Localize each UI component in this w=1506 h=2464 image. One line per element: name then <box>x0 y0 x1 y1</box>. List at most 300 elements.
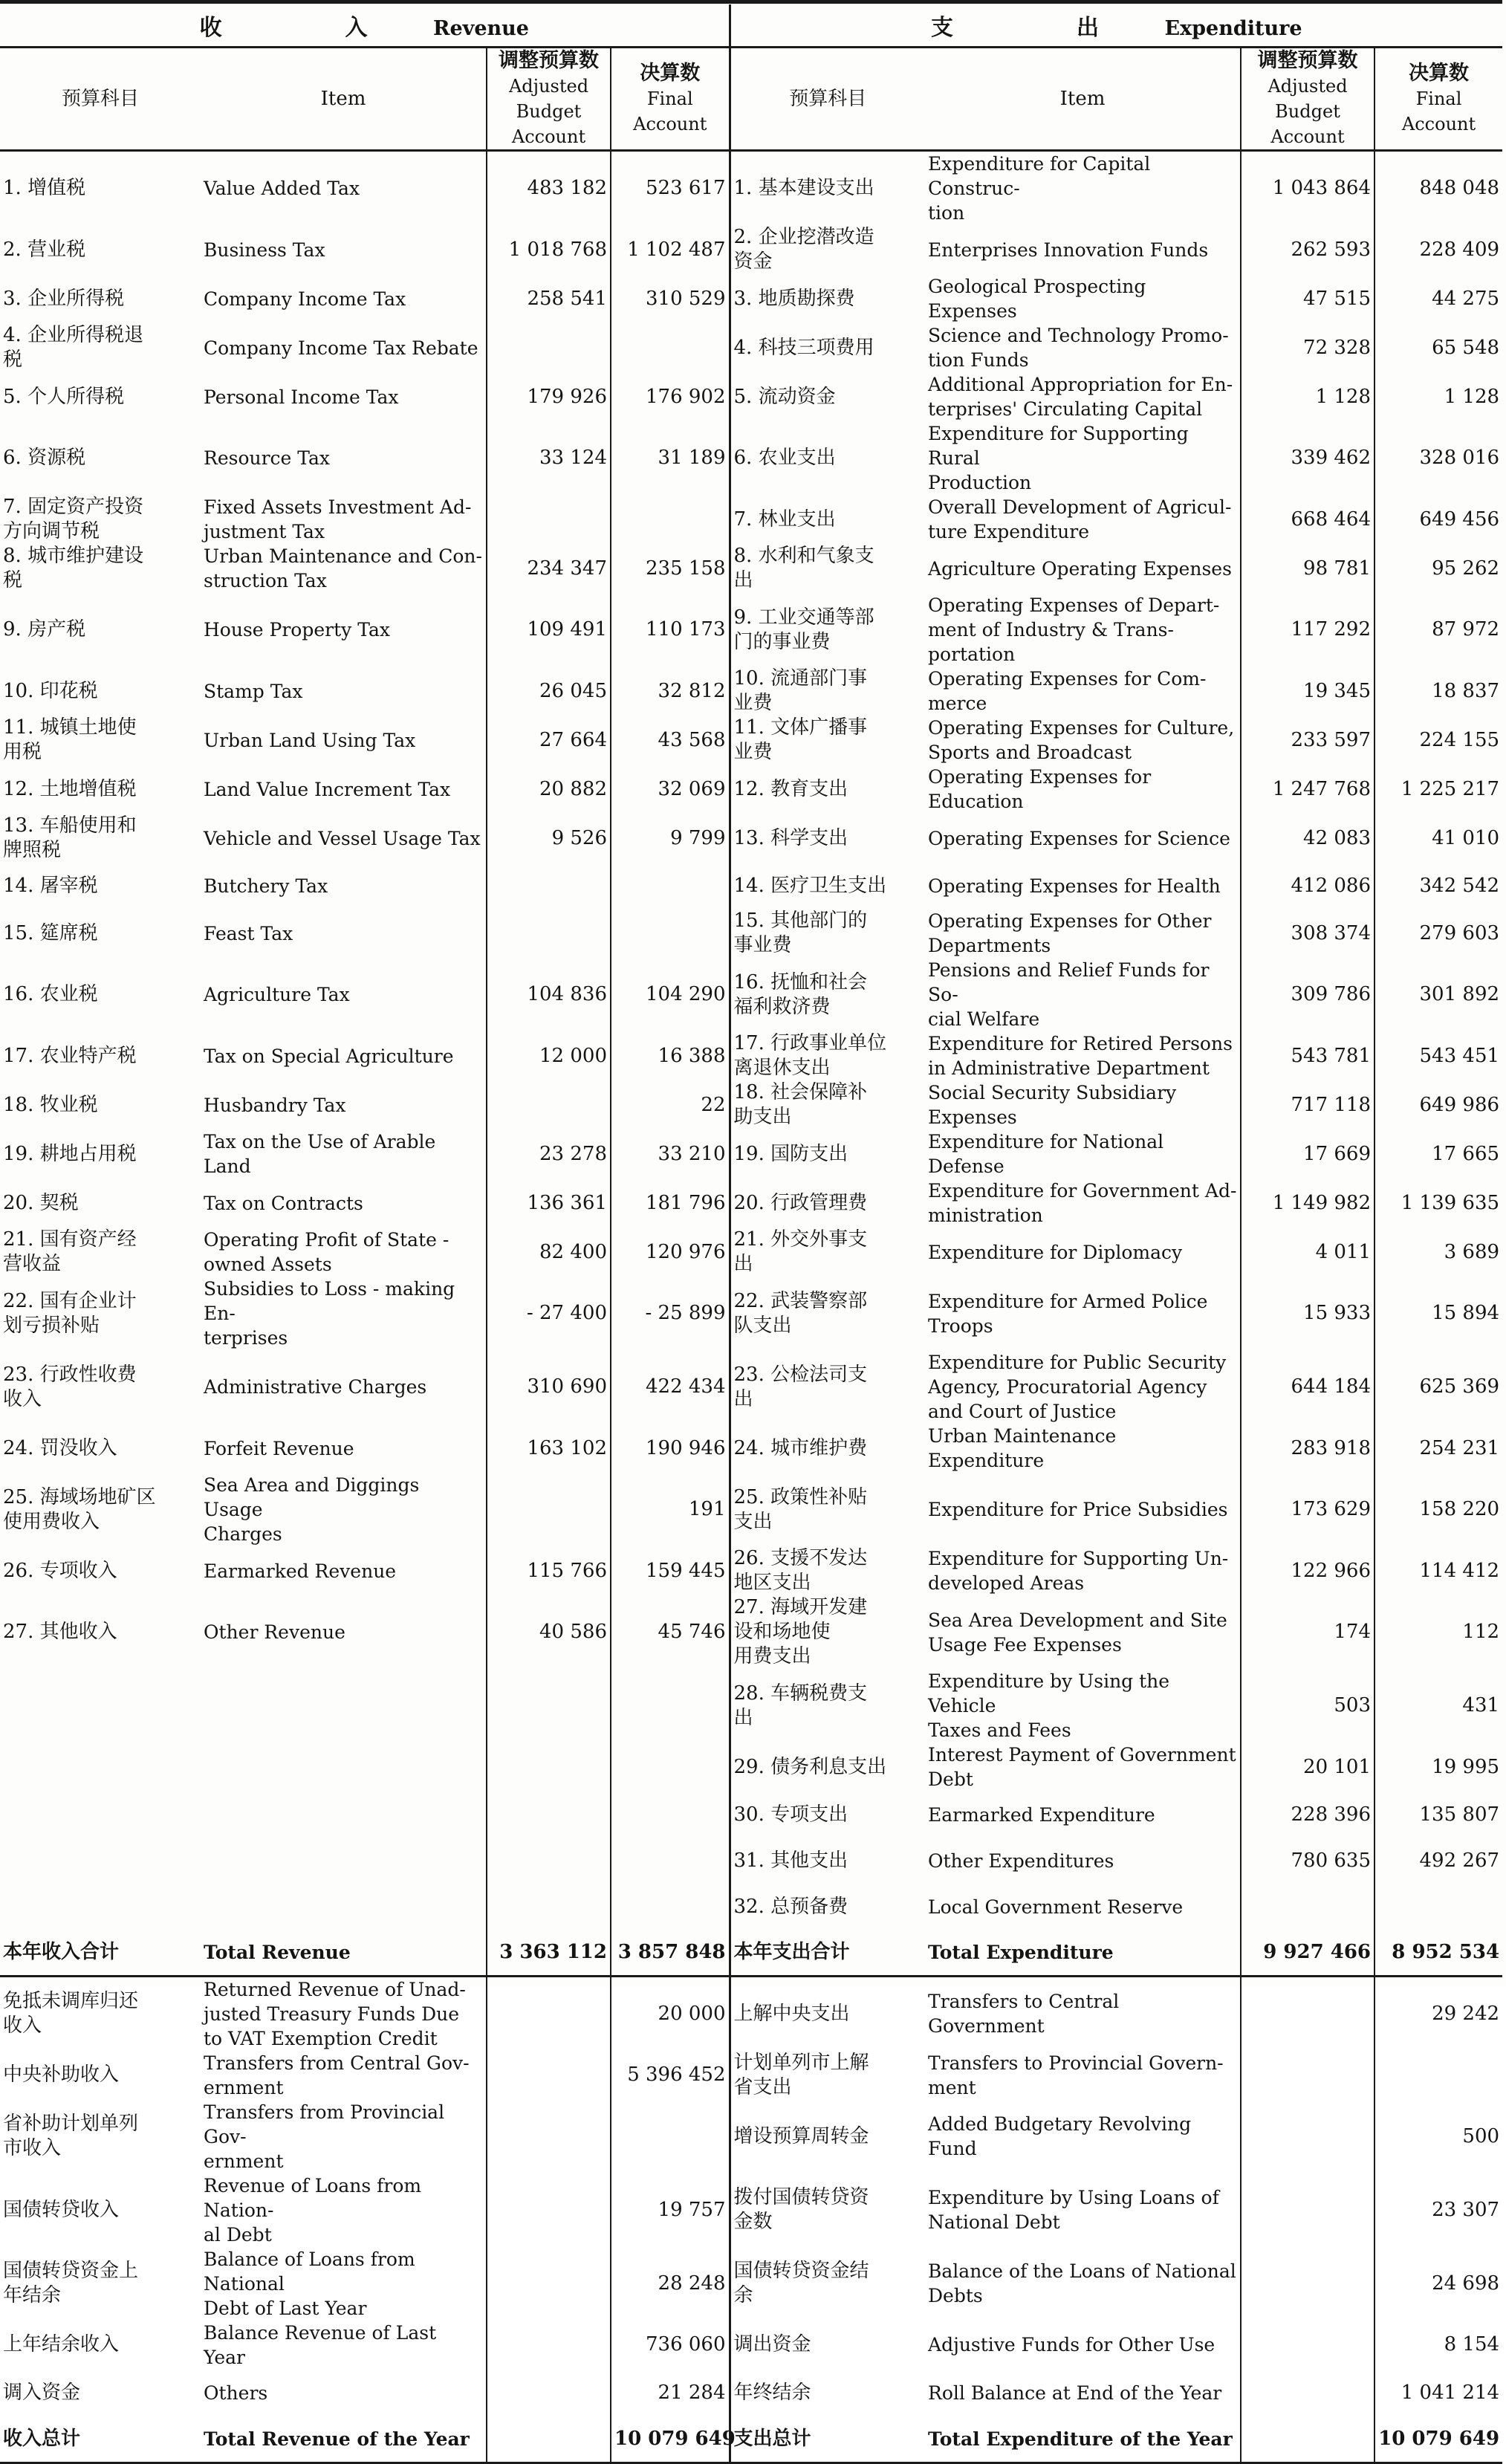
revenue-subject: 21. 国有资产经 营收益 <box>3 1228 137 1275</box>
expenditure-adjusted: 308 374 <box>1241 909 1374 958</box>
supplement-expenditure-adjusted <box>1241 2051 1374 2100</box>
expenditure-adjusted: 668 464 <box>1241 495 1374 544</box>
revenue-adjusted: 26 045 <box>487 667 611 716</box>
revenue-item: Administrative Charges <box>204 1376 427 1398</box>
expenditure-adjusted: 173 629 <box>1241 1473 1374 1546</box>
rev-final-header-zh: 决算数 <box>640 62 701 85</box>
expenditure-subject: 4. 科技三项费用 <box>730 323 925 372</box>
budget-table <box>0 4 1502 2464</box>
grand-total-expenditure-label-zh: 支出总计 <box>730 2417 925 2463</box>
table-row <box>0 765 1502 814</box>
supplement-revenue-adjusted <box>487 2173 611 2247</box>
revenue-adjusted: 12 000 <box>487 1031 611 1080</box>
revenue-adjusted: 109 491 <box>487 593 611 667</box>
expenditure-heading <box>730 4 1502 48</box>
expenditure-item: Interest Payment of Government Debt <box>928 1744 1236 1790</box>
supplement-revenue-item: Others <box>204 2382 268 2404</box>
revenue-adjusted: 258 541 <box>487 274 611 323</box>
expenditure-subject: 8. 水利和气象支 出 <box>730 544 925 593</box>
supplement-row <box>0 2051 1502 2100</box>
expenditure-subject: 21. 外交外事支 出 <box>730 1228 925 1277</box>
expenditure-item: Expenditure for Supporting Un- developed Areas <box>928 1548 1229 1594</box>
table-row <box>0 421 1502 495</box>
table-row <box>0 1031 1502 1080</box>
expenditure-item: Operating Expenses for Health <box>928 875 1221 897</box>
expenditure-final: 15 894 <box>1374 1277 1502 1350</box>
supplement-expenditure-final <box>1374 2051 1502 2100</box>
supplement-revenue-subject: 中央补助收入 <box>3 2063 120 2086</box>
expenditure-adjusted: 262 593 <box>1241 225 1374 274</box>
exp-subject-header: 预算科目 <box>730 48 925 151</box>
revenue-final <box>611 1838 730 1884</box>
total-expenditure-label-en: Total Expenditure <box>925 1930 1241 1976</box>
expenditure-subject: 32. 总预备费 <box>730 1884 925 1930</box>
revenue-item <box>201 1742 487 1792</box>
revenue-adjusted <box>487 863 611 909</box>
expenditure-heading-zh: 支 出 <box>931 15 1150 41</box>
revenue-adjusted <box>487 1669 611 1742</box>
revenue-subject <box>0 1792 201 1838</box>
supplement-revenue-adjusted <box>487 2321 611 2370</box>
revenue-item: Operating Profit of State - owned Assets <box>204 1229 449 1275</box>
revenue-subject: 13. 车船使用和 牌照税 <box>3 814 137 861</box>
expenditure-item: Expenditure for Diplomacy <box>928 1241 1183 1263</box>
expenditure-subject: 9. 工业交通等部 门的事业费 <box>730 593 925 667</box>
table-row <box>0 323 1502 372</box>
expenditure-final: 17 665 <box>1374 1129 1502 1178</box>
expenditure-subject: 17. 行政事业单位 离退休支出 <box>730 1031 925 1080</box>
revenue-heading <box>0 4 730 48</box>
supplement-expenditure-subject: 拨付国债转贷资 金数 <box>730 2173 925 2247</box>
expenditure-final: 301 892 <box>1374 958 1502 1031</box>
table-row <box>0 1595 1502 1669</box>
revenue-final: 176 902 <box>611 372 730 421</box>
revenue-final: 32 069 <box>611 765 730 814</box>
expenditure-subject: 20. 行政管理费 <box>730 1178 925 1228</box>
table-row <box>0 151 1502 226</box>
revenue-adjusted <box>487 1838 611 1884</box>
revenue-item: Tax on Special Agriculture <box>204 1045 454 1067</box>
revenue-item: Tax on the Use of Arable Land <box>204 1131 436 1177</box>
table-row <box>0 1473 1502 1546</box>
revenue-final: 104 290 <box>611 958 730 1031</box>
supplement-row <box>0 2100 1502 2173</box>
table-row <box>0 274 1502 323</box>
expenditure-final: 1 139 635 <box>1374 1178 1502 1228</box>
supplement-expenditure-item: Expenditure by Using Loans of National Debt <box>928 2187 1219 2233</box>
revenue-adjusted <box>487 1473 611 1546</box>
revenue-item: House Property Tax <box>204 619 390 641</box>
main-body <box>0 151 1502 1977</box>
revenue-final: 181 796 <box>611 1178 730 1228</box>
supplement-expenditure-adjusted <box>1241 2321 1374 2370</box>
rev-adjusted-header-zh: 调整预算数 <box>499 49 599 72</box>
expenditure-item: Operating Expenses of Depart- ment of Industry & Trans- portation <box>928 594 1220 665</box>
expenditure-subject: 12. 教育支出 <box>730 765 925 814</box>
totals-row <box>0 1930 1502 1976</box>
revenue-item: Butchery Tax <box>204 875 328 897</box>
revenue-final: 16 388 <box>611 1031 730 1080</box>
total-expenditure-final: 8 952 534 <box>1374 1930 1502 1976</box>
supplement-revenue-final: 5 396 452 <box>611 2051 730 2100</box>
supplement-expenditure-final: 23 307 <box>1374 2173 1502 2247</box>
revenue-adjusted: 1 018 768 <box>487 225 611 274</box>
revenue-final: 1 102 487 <box>611 225 730 274</box>
table-row <box>0 909 1502 958</box>
rev-adjusted-header-en: Adjusted Budget <box>508 76 589 122</box>
expenditure-item: Sea Area Development and Site Usage Fee Expenses <box>928 1609 1227 1656</box>
expenditure-item: Operating Expenses for Com- merce <box>928 668 1207 714</box>
revenue-subject: 9. 房产税 <box>3 618 86 641</box>
revenue-subject <box>0 1742 201 1792</box>
revenue-final: 422 434 <box>611 1350 730 1424</box>
supplement-row <box>0 2321 1502 2370</box>
exp-adjusted-header-account: Account <box>1270 126 1345 147</box>
supplement-expenditure-final: 8 154 <box>1374 2321 1502 2370</box>
revenue-final: 9 799 <box>611 814 730 863</box>
revenue-item: Business Tax <box>204 239 325 261</box>
revenue-subject: 3. 企业所得税 <box>3 287 125 310</box>
expenditure-subject: 28. 车辆税费支 出 <box>730 1669 925 1742</box>
supplement-revenue-item: Transfers from Provincial Gov- ernment <box>204 2101 445 2172</box>
expenditure-adjusted: 780 635 <box>1241 1838 1374 1884</box>
table-row <box>0 1884 1502 1930</box>
revenue-item: Earmarked Revenue <box>204 1560 397 1582</box>
expenditure-adjusted: 47 515 <box>1241 274 1374 323</box>
top-rule <box>0 0 1502 4</box>
grand-total-expenditure-adjusted <box>1241 2417 1374 2463</box>
revenue-subject: 1. 增值税 <box>3 177 86 199</box>
revenue-subject: 15. 筵席税 <box>3 921 98 944</box>
expenditure-item: Expenditure for Price Subsidies <box>928 1499 1228 1520</box>
revenue-adjusted: 115 766 <box>487 1546 611 1595</box>
exp-adjusted-header <box>1241 48 1374 151</box>
rev-subject-header: 预算科目 <box>0 48 201 151</box>
supplement-revenue-subject: 免抵未调库归还 收入 <box>3 1990 139 2037</box>
revenue-item: Resource Tax <box>204 447 331 469</box>
rev-item-header: Item <box>201 48 487 151</box>
revenue-adjusted: 23 278 <box>487 1129 611 1178</box>
revenue-subject: 8. 城市维护建设 税 <box>3 545 144 591</box>
table-row <box>0 1178 1502 1228</box>
grand-total-revenue-label-en: Total Revenue of the Year <box>201 2417 487 2463</box>
revenue-subject: 25. 海域场地矿区 使用费收入 <box>3 1485 156 1533</box>
expenditure-item: Expenditure for Retired Persons in Administrative Department <box>928 1033 1233 1079</box>
supplement-revenue-adjusted <box>487 1976 611 2051</box>
expenditure-item: Agriculture Operating Expenses <box>928 557 1232 580</box>
expenditure-adjusted: 309 786 <box>1241 958 1374 1031</box>
revenue-final <box>611 1792 730 1838</box>
table-row <box>0 1838 1502 1884</box>
expenditure-subject: 2. 企业挖潜改造 资金 <box>730 225 925 274</box>
expenditure-subject: 7. 林业支出 <box>730 495 925 544</box>
supplement-expenditure-final: 1 041 214 <box>1374 2370 1502 2417</box>
expenditure-final: 1 225 217 <box>1374 765 1502 814</box>
expenditure-item: Geological Prospecting Expenses <box>928 276 1146 322</box>
revenue-subject: 11. 城镇土地使 用税 <box>3 716 137 763</box>
revenue-adjusted: 483 182 <box>487 151 611 226</box>
expenditure-adjusted: 20 101 <box>1241 1742 1374 1792</box>
revenue-adjusted <box>487 495 611 544</box>
revenue-item: Urban Maintenance and Con- struction Tax <box>204 545 482 591</box>
revenue-adjusted: 179 926 <box>487 372 611 421</box>
supplement-expenditure-item: Balance of the Loans of National Debts <box>928 2260 1236 2306</box>
revenue-final: 159 445 <box>611 1546 730 1595</box>
expenditure-adjusted: 1 149 982 <box>1241 1178 1374 1228</box>
expenditure-adjusted: 228 396 <box>1241 1792 1374 1838</box>
table-row <box>0 225 1502 274</box>
total-revenue-label-en: Total Revenue <box>201 1930 487 1976</box>
exp-final-header <box>1374 48 1502 151</box>
revenue-item: Stamp Tax <box>204 680 303 702</box>
revenue-item <box>201 1838 487 1884</box>
revenue-subject <box>0 1884 201 1930</box>
revenue-final: 110 173 <box>611 593 730 667</box>
revenue-subject: 17. 农业特产税 <box>3 1044 137 1067</box>
expenditure-item: Science and Technology Promo- tion Funds <box>928 325 1229 371</box>
expenditure-adjusted: 503 <box>1241 1669 1374 1742</box>
revenue-adjusted <box>487 1884 611 1930</box>
expenditure-adjusted: 543 781 <box>1241 1031 1374 1080</box>
revenue-adjusted: 40 586 <box>487 1595 611 1669</box>
revenue-subject: 22. 国有企业计 划亏损补贴 <box>3 1289 137 1337</box>
revenue-item: Vehicle and Vessel Usage Tax <box>204 827 481 849</box>
supplement-expenditure-subject: 国债转贷资金结 余 <box>730 2247 925 2321</box>
table-row <box>0 372 1502 421</box>
supplement-revenue-adjusted <box>487 2100 611 2173</box>
supplement-expenditure-subject: 计划单列市上解 省支出 <box>730 2051 925 2100</box>
expenditure-final: 228 409 <box>1374 225 1502 274</box>
revenue-item: Urban Land Using Tax <box>204 729 416 751</box>
expenditure-heading-en: Expenditure <box>1164 17 1302 40</box>
expenditure-subject: 24. 城市维护费 <box>730 1424 925 1473</box>
expenditure-final: 649 456 <box>1374 495 1502 544</box>
expenditure-adjusted: 233 597 <box>1241 716 1374 765</box>
revenue-adjusted: - 27 400 <box>487 1277 611 1350</box>
expenditure-adjusted: 1 043 864 <box>1241 151 1374 226</box>
supplement-revenue-subject: 上年结余收入 <box>3 2333 120 2356</box>
supplement-expenditure-final: 29 242 <box>1374 1976 1502 2051</box>
expenditure-final: 254 231 <box>1374 1424 1502 1473</box>
supplement-revenue-final: 736 060 <box>611 2321 730 2370</box>
expenditure-final: 1 128 <box>1374 372 1502 421</box>
supplement-revenue-subject: 调入资金 <box>3 2382 81 2404</box>
revenue-item: Other Revenue <box>204 1621 345 1643</box>
table-row <box>0 958 1502 1031</box>
revenue-final: 310 529 <box>611 274 730 323</box>
expenditure-subject: 3. 地质勘探费 <box>730 274 925 323</box>
table-row <box>0 1792 1502 1838</box>
revenue-subject: 10. 印花税 <box>3 679 98 702</box>
expenditure-adjusted: 412 086 <box>1241 863 1374 909</box>
expenditure-item: Expenditure by Using the Vehicle Taxes and Fees <box>928 1670 1170 1741</box>
expenditure-final: 328 016 <box>1374 421 1502 495</box>
expenditure-final: 95 262 <box>1374 544 1502 593</box>
revenue-final: 33 210 <box>611 1129 730 1178</box>
table-row <box>0 814 1502 863</box>
table-row <box>0 1350 1502 1424</box>
revenue-item: Fixed Assets Investment Ad- justment Tax <box>204 496 472 542</box>
grand-total-row <box>0 2417 1502 2463</box>
revenue-adjusted: 27 664 <box>487 716 611 765</box>
revenue-item: Feast Tax <box>204 922 293 944</box>
supplement-revenue-item: Transfers from Central Gov- ernment <box>204 2052 470 2098</box>
expenditure-adjusted <box>1241 1884 1374 1930</box>
revenue-subject: 2. 营业税 <box>3 238 86 261</box>
total-expenditure-label-zh: 本年支出合计 <box>730 1930 925 1976</box>
revenue-final: 235 158 <box>611 544 730 593</box>
grand-total-revenue-label-zh: 收入总计 <box>0 2417 201 2463</box>
revenue-final: 45 746 <box>611 1595 730 1669</box>
total-revenue-label-zh: 本年收入合计 <box>0 1930 201 1976</box>
supplement-revenue-final: 21 284 <box>611 2370 730 2417</box>
revenue-subject: 19. 耕地占用税 <box>3 1142 137 1165</box>
rev-final-header <box>611 48 730 151</box>
revenue-item: Sea Area and Diggings Usage Charges <box>204 1474 420 1545</box>
rev-adjusted-header <box>487 48 611 151</box>
supplement-expenditure-adjusted <box>1241 2100 1374 2173</box>
supplement-revenue-final: 20 000 <box>611 1976 730 2051</box>
supplement-expenditure-final: 500 <box>1374 2100 1502 2173</box>
revenue-adjusted: 33 124 <box>487 421 611 495</box>
expenditure-adjusted: 1 247 768 <box>1241 765 1374 814</box>
expenditure-subject: 27. 海域开发建 设和场地使 用费支出 <box>730 1595 925 1669</box>
expenditure-final: 114 412 <box>1374 1546 1502 1595</box>
supplement-revenue-adjusted <box>487 2051 611 2100</box>
revenue-adjusted <box>487 1080 611 1129</box>
supplement-expenditure-item: Transfers to Provincial Govern- ment <box>928 2052 1224 2098</box>
table-row <box>0 1546 1502 1595</box>
total-revenue-final: 3 857 848 <box>611 1930 730 1976</box>
expenditure-subject: 15. 其他部门的 事业费 <box>730 909 925 958</box>
expenditure-subject: 13. 科学支出 <box>730 814 925 863</box>
expenditure-adjusted: 174 <box>1241 1595 1374 1669</box>
revenue-final <box>611 1884 730 1930</box>
expenditure-adjusted: 72 328 <box>1241 323 1374 372</box>
revenue-subject: 14. 屠宰税 <box>3 874 98 897</box>
supplement-revenue-subject: 省补助计划单列 市收入 <box>3 2113 139 2159</box>
expenditure-final: 279 603 <box>1374 909 1502 958</box>
expenditure-final: 112 <box>1374 1595 1502 1669</box>
revenue-final <box>611 323 730 372</box>
expenditure-adjusted: 42 083 <box>1241 814 1374 863</box>
expenditure-subject: 25. 政策性补贴 支出 <box>730 1473 925 1546</box>
supplement-expenditure-item: Roll Balance at End of the Year <box>928 2382 1222 2404</box>
table-row <box>0 667 1502 716</box>
revenue-subject: 20. 契税 <box>3 1191 79 1214</box>
exp-final-header-zh: 决算数 <box>1409 62 1470 85</box>
revenue-adjusted <box>487 1792 611 1838</box>
revenue-item: Tax on Contracts <box>204 1192 363 1214</box>
expenditure-subject: 16. 抚恤和社会 福利救济费 <box>730 958 925 1031</box>
revenue-item: Agriculture Tax <box>204 984 350 1005</box>
table-row <box>0 1129 1502 1178</box>
expenditure-adjusted: 122 966 <box>1241 1546 1374 1595</box>
expenditure-final: 543 451 <box>1374 1031 1502 1080</box>
exp-final-header-en: Final <box>1415 88 1462 109</box>
revenue-final: 22 <box>611 1080 730 1129</box>
expenditure-item: Operating Expenses for Culture, Sports and Broadcast <box>928 717 1235 763</box>
expenditure-subject: 1. 基本建设支出 <box>730 151 925 226</box>
expenditure-final: 3 689 <box>1374 1228 1502 1277</box>
revenue-subject: 24. 罚没收入 <box>3 1436 117 1459</box>
expenditure-subject: 29. 债务利息支出 <box>730 1742 925 1792</box>
rev-adjusted-header-account: Account <box>511 126 586 147</box>
grand-total-revenue-final: 10 079 649 <box>611 2417 730 2463</box>
expenditure-adjusted: 283 918 <box>1241 1424 1374 1473</box>
revenue-adjusted: 234 347 <box>487 544 611 593</box>
expenditure-item: Local Government Reserve <box>928 1896 1184 1918</box>
supplement-revenue-adjusted <box>487 2247 611 2321</box>
revenue-adjusted: 104 836 <box>487 958 611 1031</box>
expenditure-final: 18 837 <box>1374 667 1502 716</box>
revenue-subject: 6. 资源税 <box>3 447 86 469</box>
revenue-subject: 16. 农业税 <box>3 983 98 1005</box>
expenditure-subject: 19. 国防支出 <box>730 1129 925 1178</box>
supplement-revenue-final <box>611 2100 730 2173</box>
expenditure-item: Enterprises Innovation Funds <box>928 239 1209 261</box>
expenditure-adjusted: 98 781 <box>1241 544 1374 593</box>
supplement-revenue-item: Returned Revenue of Unad- justed Treasury Funds Due to VAT Exemption Credit <box>204 1978 466 2049</box>
table-row <box>0 1080 1502 1129</box>
expenditure-final: 19 995 <box>1374 1742 1502 1792</box>
revenue-subject: 23. 行政性收费 收入 <box>3 1363 137 1410</box>
expenditure-subject: 11. 文体广播事 业费 <box>730 716 925 765</box>
revenue-item <box>201 1669 487 1742</box>
table-row <box>0 1742 1502 1792</box>
expenditure-final: 44 275 <box>1374 274 1502 323</box>
table-row <box>0 1228 1502 1277</box>
supplement-expenditure-item: Transfers to Central Government <box>928 1991 1120 2037</box>
expenditure-item: Social Security Subsidiary Expenses <box>928 1082 1177 1128</box>
supplement-expenditure-subject: 调出资金 <box>730 2321 925 2370</box>
revenue-final: 523 617 <box>611 151 730 226</box>
revenue-item: Subsidies to Loss - making En- terprises <box>204 1278 455 1349</box>
supplement-expenditure-adjusted <box>1241 2247 1374 2321</box>
expenditure-item: Expenditure for Capital Construc- tion <box>928 153 1151 224</box>
revenue-adjusted: 9 526 <box>487 814 611 863</box>
expenditure-subject: 31. 其他支出 <box>730 1838 925 1884</box>
revenue-item: Value Added Tax <box>204 178 360 199</box>
revenue-adjusted: 310 690 <box>487 1350 611 1424</box>
expenditure-subject: 14. 医疗卫生支出 <box>730 863 925 909</box>
grand-total-expenditure-label-en: Total Expenditure of the Year <box>925 2417 1241 2463</box>
revenue-item: Land Value Increment Tax <box>204 778 451 800</box>
revenue-adjusted: 163 102 <box>487 1424 611 1473</box>
expenditure-final: 342 542 <box>1374 863 1502 909</box>
expenditure-item: Operating Expenses for Other Departments <box>928 910 1212 956</box>
expenditure-final: 135 807 <box>1374 1792 1502 1838</box>
supplement-row <box>0 1976 1502 2051</box>
expenditure-item: Expenditure for Government Ad- ministration <box>928 1180 1237 1226</box>
expenditure-item: Expenditure for Supporting Rural Production <box>928 423 1189 493</box>
expenditure-item: Additional Appropriation for En- terprises' Circulating Capital <box>928 374 1233 420</box>
revenue-subject <box>0 1838 201 1884</box>
supplement-expenditure-adjusted <box>1241 1976 1374 2051</box>
expenditure-subject: 10. 流通部门事 业费 <box>730 667 925 716</box>
expenditure-adjusted: 644 184 <box>1241 1350 1374 1424</box>
expenditure-adjusted: 15 933 <box>1241 1277 1374 1350</box>
supplement-revenue-subject: 国债转贷收入 <box>3 2198 120 2221</box>
grand-total-revenue-adjusted <box>487 2417 611 2463</box>
supplement-expenditure-adjusted <box>1241 2370 1374 2417</box>
expenditure-subject: 22. 武装警察部 队支出 <box>730 1277 925 1350</box>
supplement-row <box>0 2173 1502 2247</box>
exp-adjusted-header-en: Adjusted Budget <box>1268 76 1348 122</box>
expenditure-final <box>1374 1884 1502 1930</box>
supplement-revenue-item: Balance Revenue of Last Year <box>204 2321 437 2368</box>
expenditure-final: 625 369 <box>1374 1350 1502 1424</box>
